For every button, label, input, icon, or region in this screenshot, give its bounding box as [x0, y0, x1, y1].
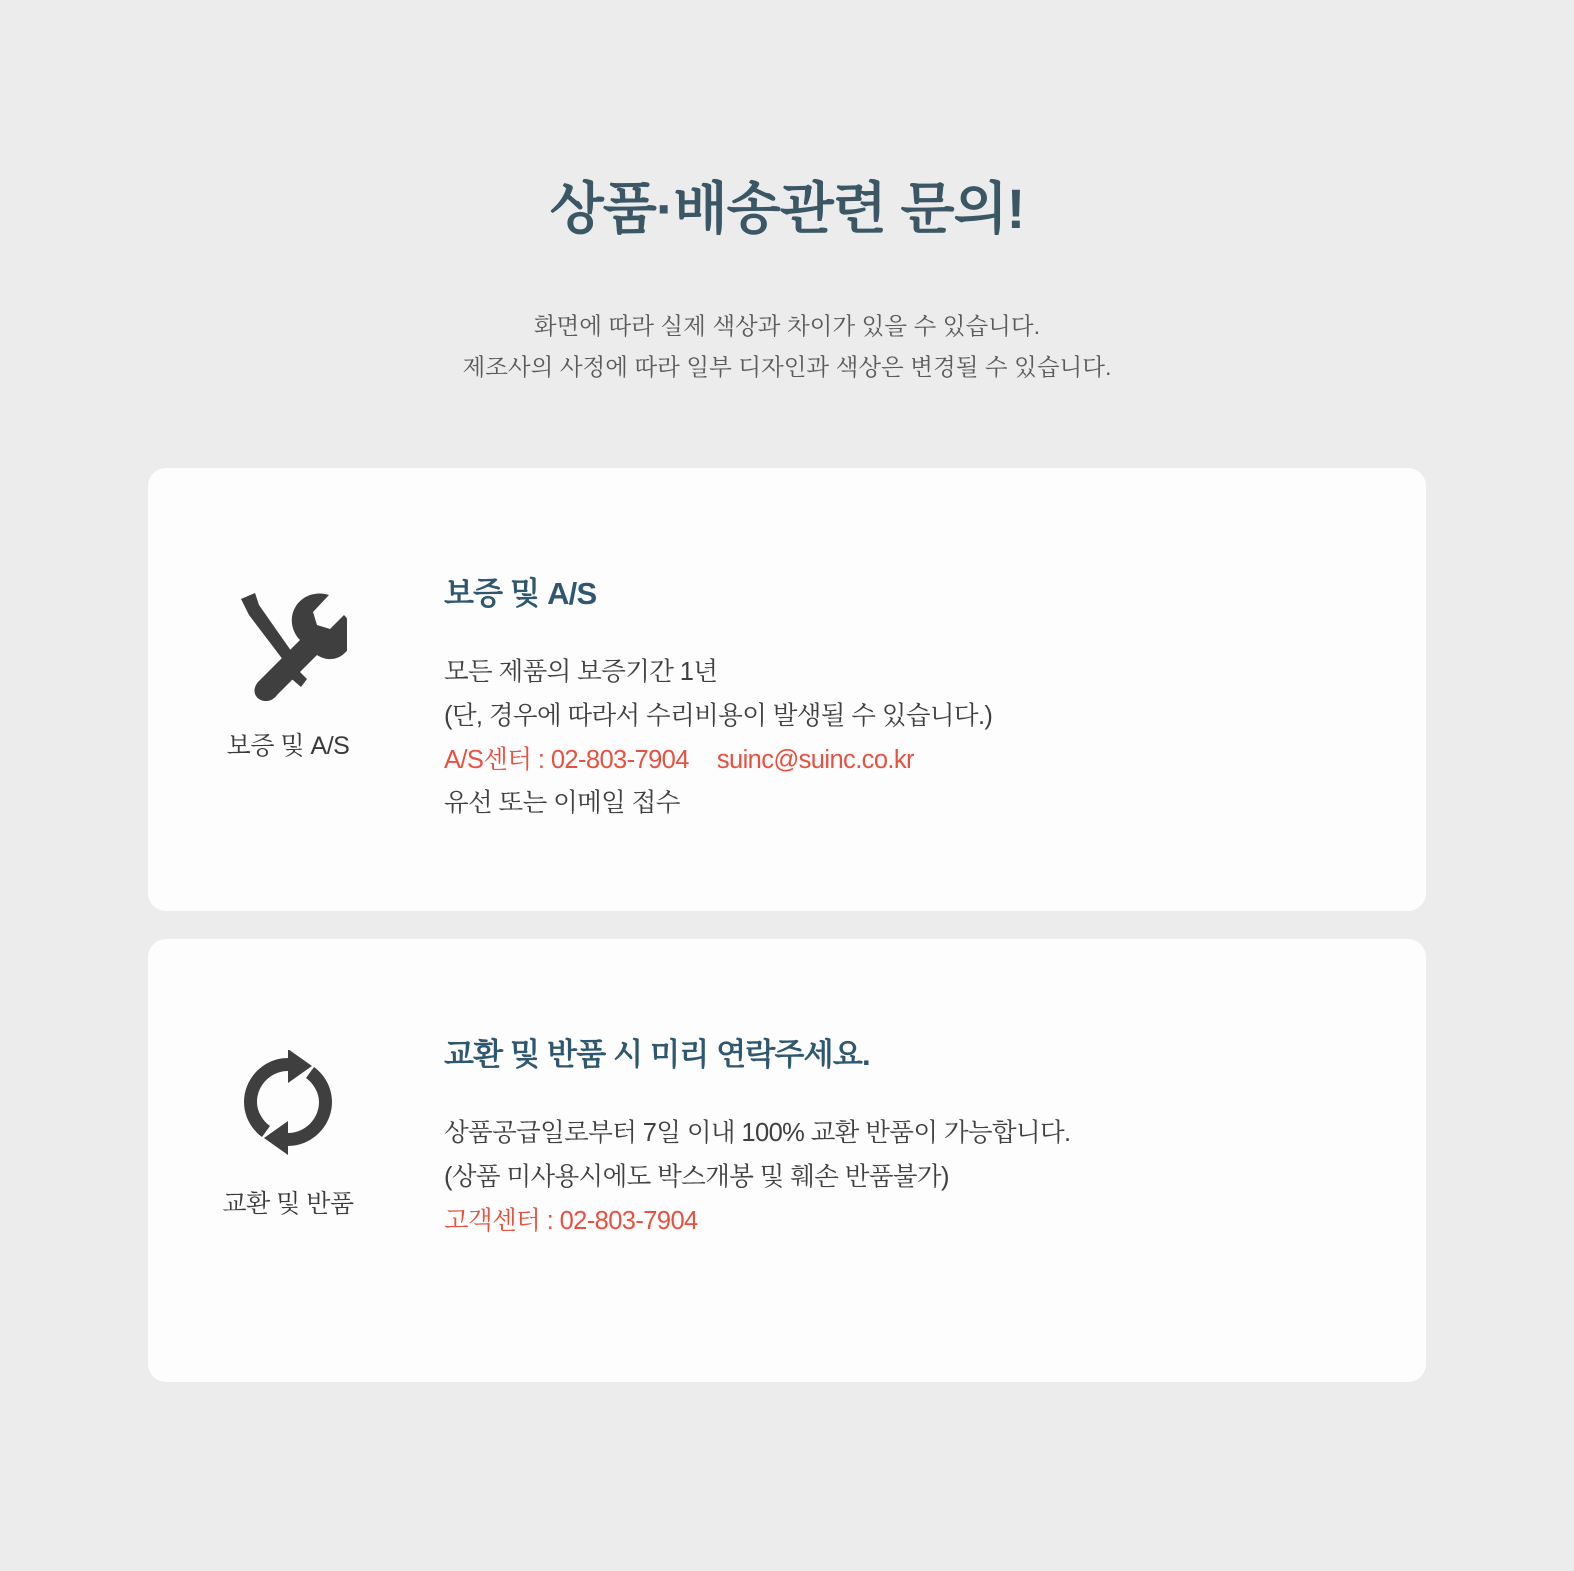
warranty-icon-caption: 보증 및 A/S [226, 731, 350, 760]
warranty-line-1: 모든 제품의 보증기간 1년 [444, 657, 718, 686]
warranty-line-2: (단, 경우에 따라서 수리비용이 발생될 수 있습니다.) [444, 701, 993, 730]
wrench-screwdriver-icon [223, 586, 353, 704]
as-center-phone: A/S센터 : 02-803-7904 [444, 745, 689, 774]
warranty-icon-column [148, 468, 428, 762]
warranty-text-column [428, 468, 992, 826]
exchange-icon-column [148, 939, 428, 1220]
exchange-line-1: 상품공급일로부터 7일 이내 100% 교환 반품이 가능합니다. [444, 1118, 1071, 1147]
notice-line-2: 제조사의 사정에 따라 일부 디자인과 색상은 변경될 수 있습니다. [462, 353, 1112, 380]
as-center-email: suinc@suinc.co.kr [716, 745, 914, 774]
info-cards [0, 468, 1574, 1382]
customer-center-phone: 고객센터 : 02-803-7904 [444, 1206, 698, 1235]
exchange-icon-caption: 교환 및 반품 [222, 1189, 354, 1218]
warranty-heading: 보증 및 A/S [444, 575, 597, 611]
exchange-heading: 교환 및 반품 시 미리 연락주세요. [444, 1036, 870, 1072]
page-notice [0, 306, 1574, 388]
exchange-text-column [428, 939, 1071, 1244]
refresh-exchange-icon [223, 1044, 353, 1162]
exchange-return-card [148, 939, 1426, 1382]
page-title: 상품·배송관련 문의! [549, 177, 1025, 240]
notice-line-1: 화면에 따라 실제 색상과 차이가 있을 수 있습니다. [533, 312, 1041, 339]
warranty-line-4: 유선 또는 이메일 접수 [444, 789, 680, 818]
warranty-as-card [148, 468, 1426, 911]
exchange-line-2: (상품 미사용시에도 박스개봉 및 훼손 반품불가) [444, 1162, 949, 1191]
page-header [0, 0, 1574, 388]
warranty-contact-line [444, 739, 992, 783]
